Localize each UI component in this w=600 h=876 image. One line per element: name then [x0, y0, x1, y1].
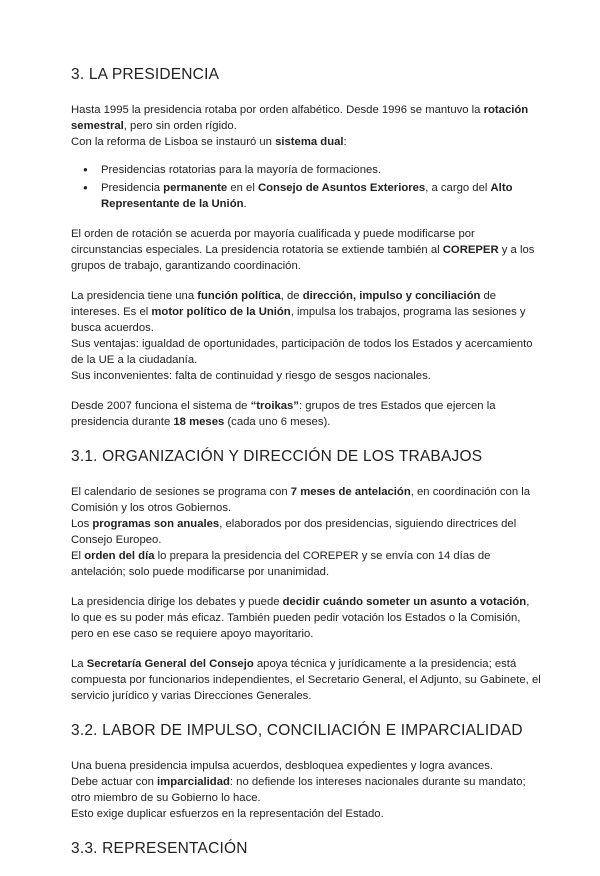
paragraph: Una buena presidencia impulsa acuerdos, desbloquea expedientes y logra avances. — [71, 760, 494, 772]
paragraph: Sus inconvenientes: falta de continuidad y riesgo de sesgos nacionales. — [71, 370, 431, 382]
section-heading: 3.3. REPRESENTACIÓN — [71, 840, 248, 857]
section-heading: 3.1. ORGANIZACIÓN Y DIRECCIÓN DE LOS TRABAJOS — [71, 448, 483, 465]
paragraph: Sus ventajas: igualdad de oportunidades, participación de todos los Estados y acercamiento de la UE a la ciudadanía. — [71, 338, 533, 366]
paragraph: Hasta 1995 la presidencia rotaba por orden alfabético. Desde 1996 se mantuvo la rotación semestral, pero sin orden rígido. — [71, 104, 529, 132]
paragraph: La presidencia dirige los debates y puede decidir cuándo someter un asunto a votación, lo que es su poder más eficaz. También pueden pedir votación los Estados o la Comisión, pero en ese caso se requiere apoyo mayoritario. — [71, 596, 530, 640]
bullet-list — [71, 162, 541, 212]
paragraph: La presidencia tiene una función política, de dirección, impulso y conciliación de intereses. Es el motor político de la Unión, impulsa los trabajos, programa las sesiones y busca acuerdos. — [71, 290, 526, 334]
paragraph: Con la reforma de Lisboa se instauró un sistema dual: — [71, 136, 347, 148]
paragraph: Desde 2007 funciona el sistema de “troikas”: grupos de tres Estados que ejercen la presidencia durante 18 meses (cada uno 6 meses). — [71, 400, 496, 428]
document-body — [71, 66, 541, 876]
list-item: ● Presidencias rotatorias para la mayoría de formaciones. — [101, 162, 541, 178]
paragraph: Esto exige duplicar esfuerzos en la representación del Estado. — [71, 808, 384, 820]
list-item: ● Presidencia permanente en el Consejo de Asuntos Exteriores, a cargo del Alto Representante de la Unión. — [101, 180, 541, 212]
paragraph: El orden de rotación se acuerda por mayoría cualificada y puede modificarse por circunstancias especiales. La presidencia rotatoria se extiende también al COREPER y a los grupos de trabajo, garantizando coordinación. — [71, 228, 535, 272]
section-heading: 3.2. LABOR DE IMPULSO, CONCILIACIÓN E IMPARCIALIDAD — [71, 722, 523, 739]
section-heading: 3. LA PRESIDENCIA — [71, 66, 220, 83]
paragraph: La Secretaría General del Consejo apoya técnica y jurídicamente a la presidencia; está compuesta por funcionarios independientes, el Secretario General, el Adjunto, su Gabinete, el servicio jurídico y varias Direcciones Generales. — [71, 658, 541, 702]
paragraph: El calendario de sesiones se programa con 7 meses de antelación, en coordinación con la Comisión y los otros Gobiernos. — [71, 486, 531, 514]
paragraph: Los programas son anuales, elaborados por dos presidencias, siguiendo directrices del Consejo Europeo. — [71, 518, 517, 546]
paragraph: El orden del día lo prepara la presidencia del COREPER y se envía con 14 días de antelación; solo puede modificarse por unanimidad. — [71, 550, 491, 578]
paragraph: Debe actuar con imparcialidad: no defiende los intereses nacionales durante su mandato; otro miembro de su Gobierno lo hace. — [71, 776, 526, 804]
